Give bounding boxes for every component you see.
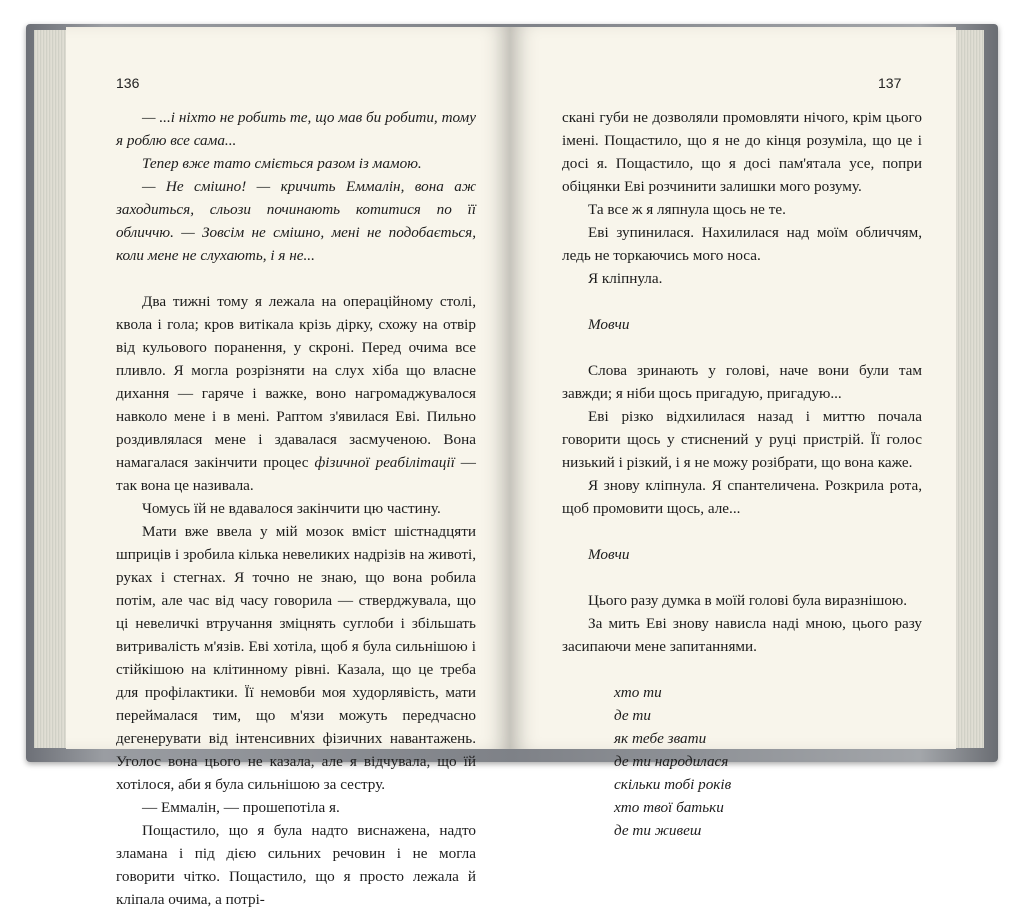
page-edges-left — [34, 30, 68, 748]
page-number: 136 — [116, 75, 140, 91]
paragraph: Слова зринають у голові, наче вони були там завжди; я ніби щось пригадую, пригадую... — [562, 362, 922, 402]
paragraph: скані губи не дозволяли промовляти нічого, крім цього імені. Пощастило, що я не до кінця розуміла, що це і досі я. Пощастило, що я досі пам'ятала усе, попри обіцянки Еві розчинити залишки мого розуму. — [562, 109, 922, 195]
question-line: хто твої батьки — [614, 799, 724, 816]
paragraph: Тепер вже тато сміється разом із мамою. — [142, 155, 422, 172]
paragraph: Цього разу думка в моїй голові була виразнішою. — [588, 592, 908, 609]
paragraph: Еві зупинилася. Нахилилася над моїм обличчям, ледь не торкаючись мого носа. — [562, 224, 922, 264]
thought-line: Мовчи — [588, 546, 630, 563]
page-number: 137 — [878, 75, 902, 91]
paragraph: За мить Еві знову нависла наді мною, цього разу засипаючи мене запитаннями. — [562, 615, 922, 655]
paragraph: Пощастило, що я була надто виснажена, надто зламана і під дією сильних речовин і не могла говорити чітко. Пощастило, що я просто лежала й кліпала очима, а потрі- — [116, 822, 476, 908]
paragraph: Чомусь їй не вдавалося закінчити цю частину. — [142, 500, 441, 517]
question-line: як тебе звати — [614, 730, 707, 747]
paragraph: Я знову кліпнула. Я спантеличена. Розкрила рота, щоб промовити щось, але... — [562, 477, 922, 517]
left-page-text — [116, 106, 476, 911]
paragraph-text: — так вона це називала. — [116, 454, 476, 494]
paragraph: — ...і ніхто не робить те, що мав би робити, тому я роблю все сама... — [116, 109, 476, 149]
italic-term: фізичної реабілітації — [314, 454, 455, 471]
thought-line: Мовчи — [588, 316, 630, 333]
paragraph: Еві різко відхилилася назад і миттю почала говорити щось у стиснений у руці пристрій. Її голос низький і різкий, і я не можу розібрати, що вона каже. — [562, 408, 922, 471]
paragraph: — Еммалін, — прошепотіла я. — [142, 799, 340, 816]
question-line: де ти — [614, 707, 651, 724]
right-page — [510, 27, 956, 839]
paragraph-text: Два тижні тому я лежала на операційному столі, квола і гола; кров витікала крізь дірку, схожу на отвір від кульового поранення, у скроні. Перед очима все пливло. Я могла розрізняти на слух хіба що власне дихання — гаряче і важке, воно нагромаджувалося навколо мене і в мені. Раптом з'явилася Еві. Пильно роздивлялася мене і здавалася засмученою. Вона намагалася закінчити процес — [116, 293, 476, 471]
question-line: де ти народилася — [614, 753, 729, 770]
paragraph: Я кліпнула. — [588, 270, 663, 287]
paragraph: Мати вже ввела у мій мозок вміст шістнадцяти шприців і зробила кілька невеликих надрізів на животі, руках і стегнах. Я точно не знаю, що вона робила потім, але час від часу говорила — стверджувала, що ці невеличкі втручання зміцнять суглоби і збільшать витривалість м'язів. Еві хотіла, щоб я була сильнішою і стійкішою на клітинному рівні. Казала, що це треба для профілактики. Її немовби моя худорлявість, мати переймалася тим, що м'язи можуть передчасно дегенерувати від інтенсивних фізичних навантажень. Уголос вона цього не казала, але я відчувала, що їй хотілося, аби я була сильнішою за сестру. — [116, 523, 476, 793]
page-edges-right — [952, 30, 984, 748]
paragraph: Та все ж я ляпнула щось не те. — [588, 201, 786, 218]
question-line: скільки тобі років — [614, 776, 732, 793]
left-page — [66, 27, 510, 908]
question-line: де ти живеш — [614, 822, 702, 839]
paragraph — [116, 290, 476, 497]
question-line: хто ти — [614, 684, 662, 701]
right-page-text — [562, 106, 922, 842]
paragraph: — Не смішно! — кричить Еммалін, вона аж заходиться, сльози починають котитися по її обличчю. — Зовсім не смішно, мені не подобається, коли мене не слухають, і я не... — [116, 178, 476, 264]
